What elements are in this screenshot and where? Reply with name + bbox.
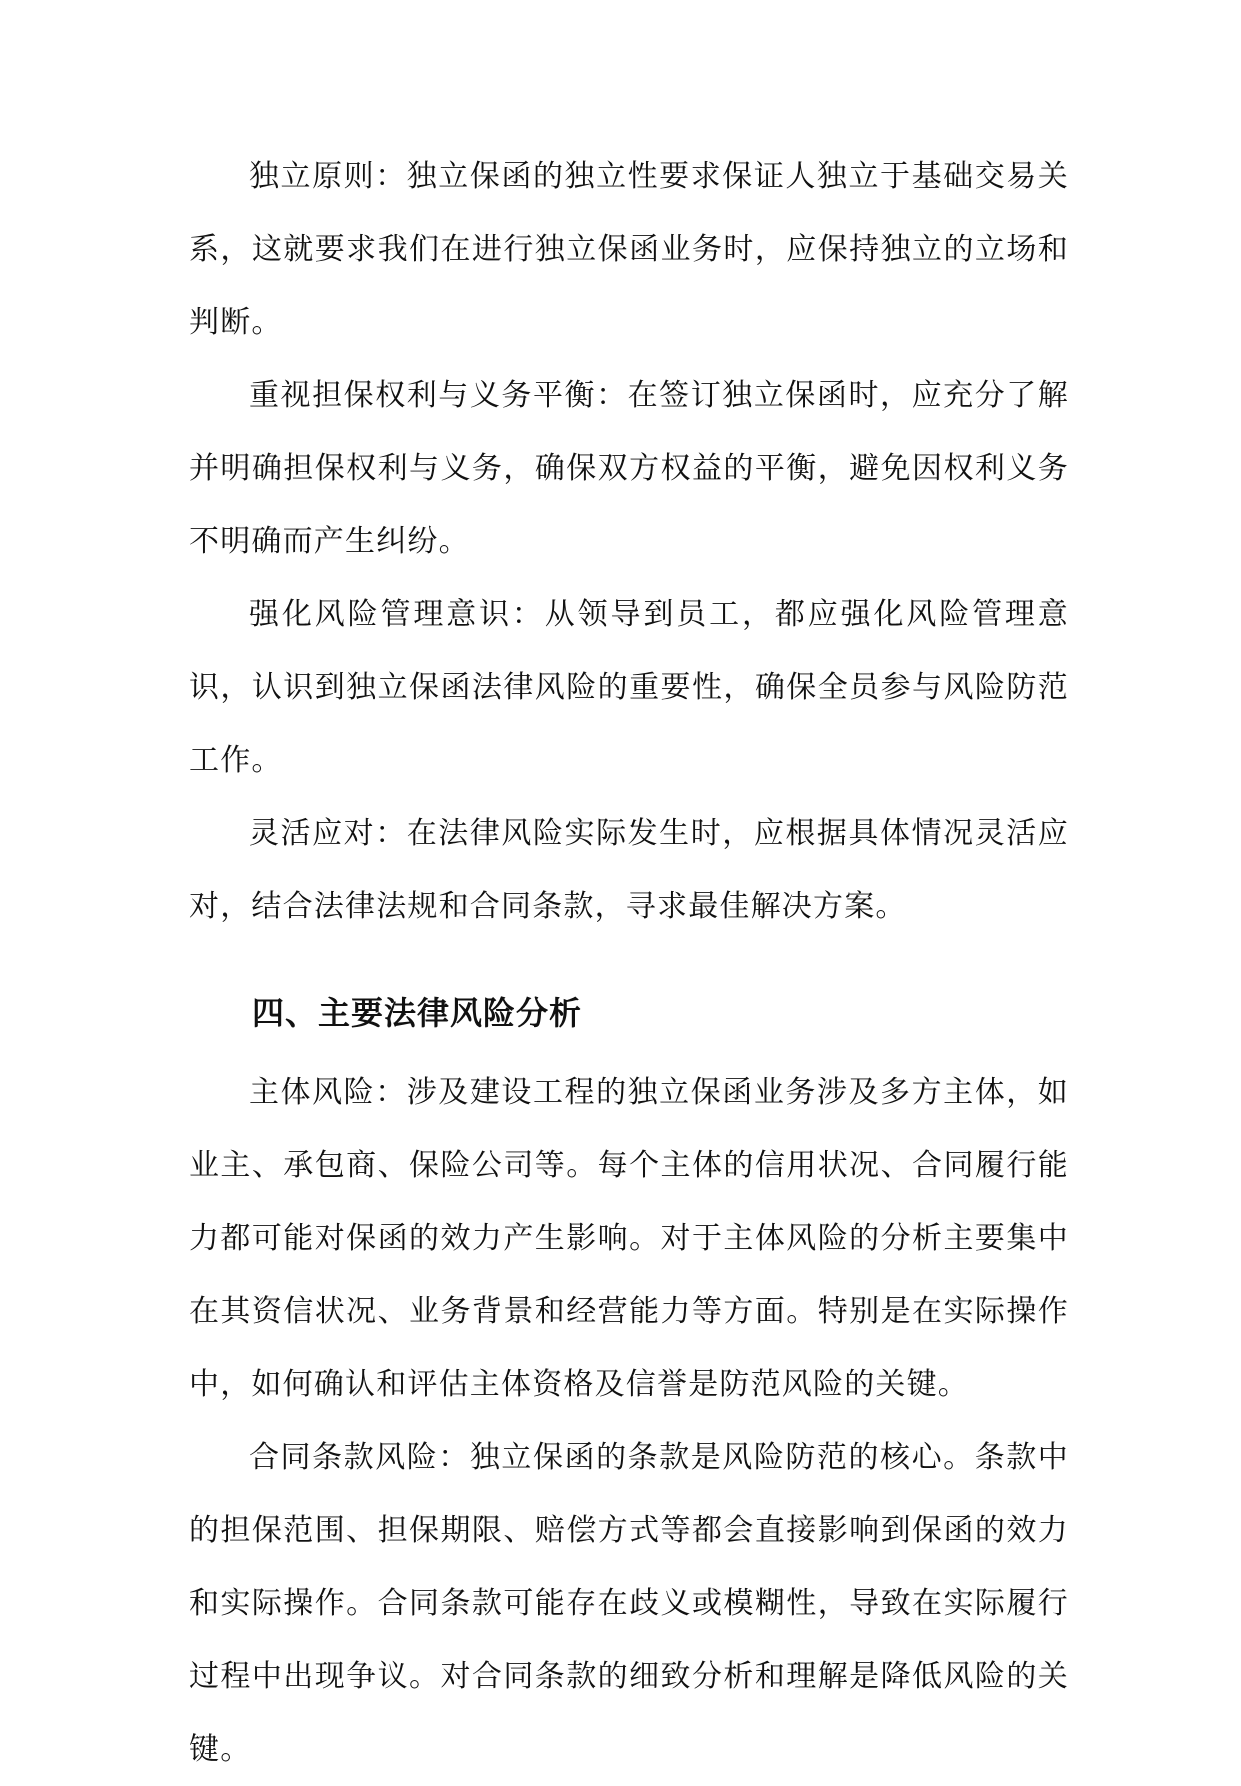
section-heading: 四、主要法律风险分析 [252, 994, 583, 1032]
paragraph-independence-principle: 独立原则：独立保函的独立性要求保证人独立于基础交易关系，这就要求我们在进行独立保函业务时，应保持独立的立场和判断。 [189, 159, 1069, 340]
paragraph-subject-risk: 主体风险：涉及建设工程的独立保函业务涉及多方主体，如业主、承包商、保险公司等。每个主体的信用状况、合同履行能力都可能对保函的效力产生影响。对于主体风险的分析主要集中在其资信状况、业务背景和经营能力等方面。特别是在实际操作中，如何确认和评估主体资格及信誉是防范风险的关键。 [189, 1075, 1069, 1402]
document-body [189, 140, 1069, 1786]
paragraph-rights-obligations-balance: 重视担保权利与义务平衡：在签订独立保函时，应充分了解并明确担保权利与义务，确保双方权益的平衡，避免因权利义务不明确而产生纠纷。 [189, 378, 1069, 559]
paragraph-contract-clause-risk: 合同条款风险：独立保函的条款是风险防范的核心。条款中的担保范围、担保期限、赔偿方式等都会直接影响到保函的效力和实际操作。合同条款可能存在歧义或模糊性，导致在实际履行过程中出现争议。对合同条款的细致分析和理解是降低风险的关键。 [189, 1440, 1069, 1767]
paragraph-risk-awareness: 强化风险管理意识：从领导到员工，都应强化风险管理意识，认识到独立保函法律风险的重要性，确保全员参与风险防范工作。 [189, 597, 1069, 778]
paragraph-flexible-response: 灵活应对：在法律风险实际发生时，应根据具体情况灵活应对，结合法律法规和合同条款，寻求最佳解决方案。 [189, 816, 1069, 924]
